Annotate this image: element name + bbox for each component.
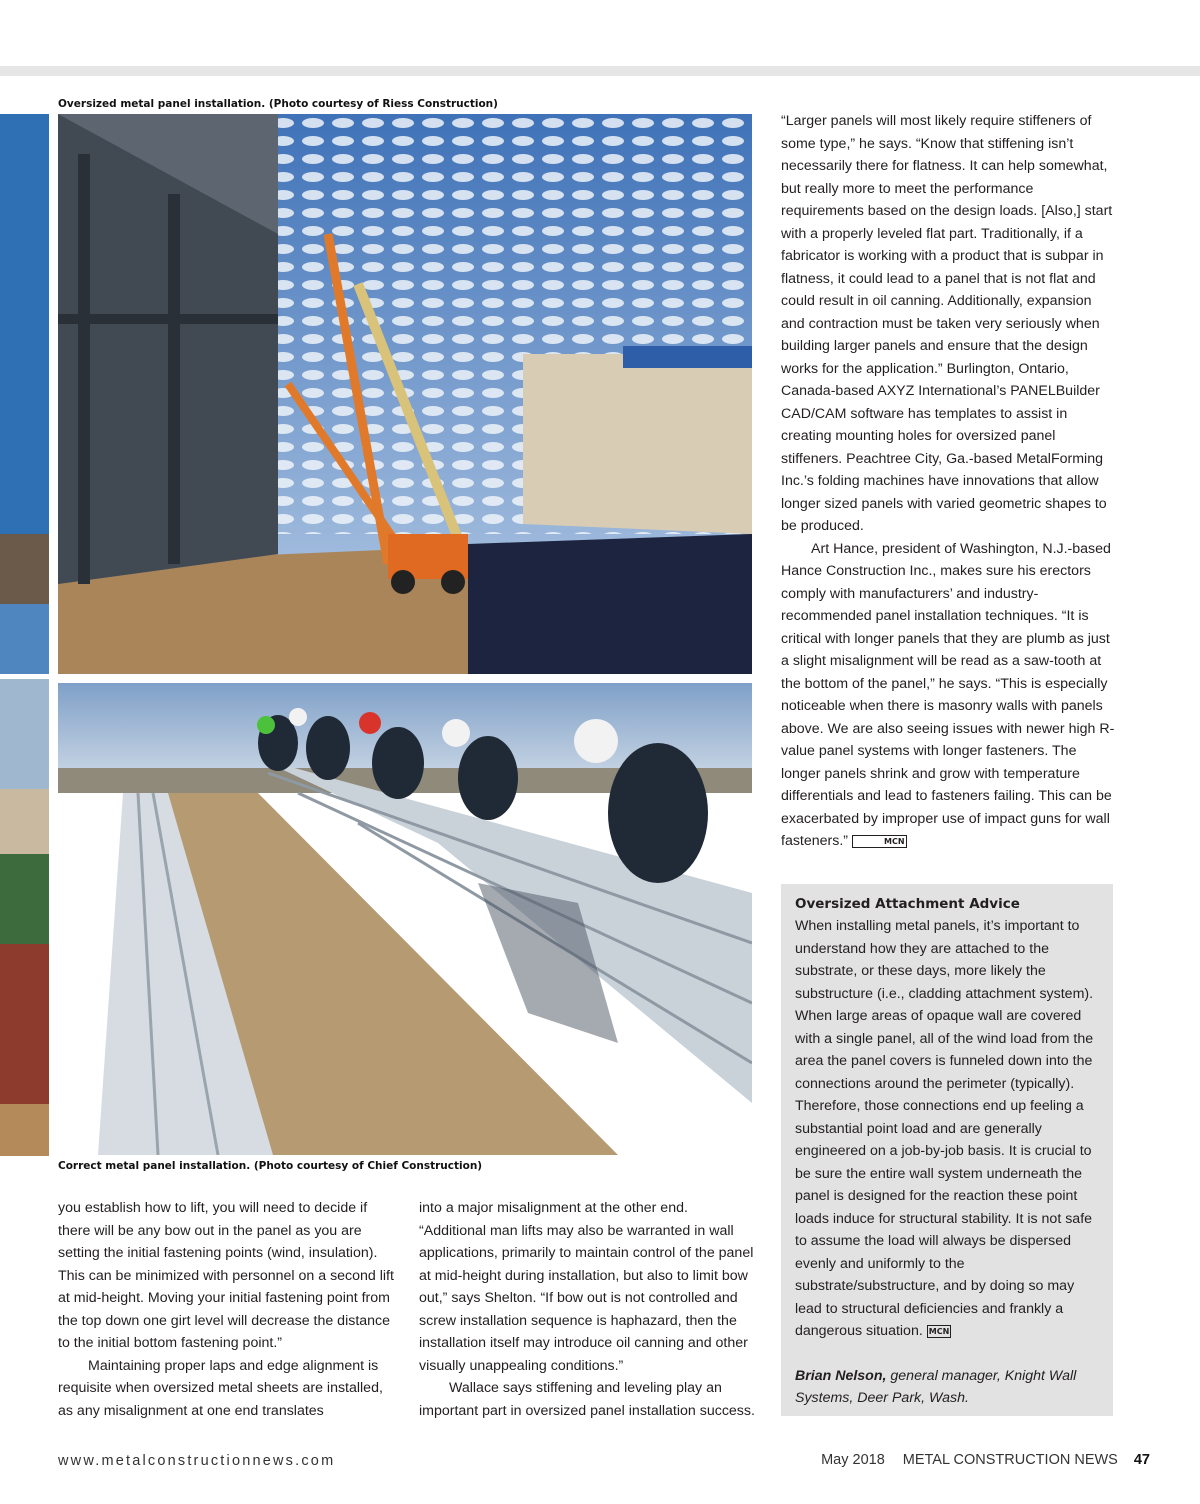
footer-website-url: www.metalconstructionnews.com — [58, 1453, 336, 1469]
top-rule — [0, 66, 1200, 76]
photo-oversized-panel-installation — [58, 114, 752, 674]
sidebar-author — [795, 1365, 1101, 1410]
sidebar-box — [781, 884, 1113, 1416]
right-column-paragraph-2 — [781, 538, 1115, 853]
middle-column-paragraph-2: Wallace says stiffening and leveling play an important part in oversized panel installation success. — [419, 1380, 755, 1419]
right-column-paragraph-2-text: Art Hance, president of Washington, N.J.-based Hance Construction Inc., makes sure his erectors comply with manufacturers’ and industry-recommended panel installation techniques. “It is critical with longer panels that they are plumb as just a slight misalignment will be read as a saw-tooth at the bottom of the panel,” he says. “This is especially noticeable when there is masonry walls with panels above. We are also seeing issues with newer high R-value panel systems with longer fasteners. The longer panels shrink and grow with temperature differentials and lead to fasteners failing. This can be exacerbated by improper use of impact guns for wall fasteners.” — [781, 540, 1115, 849]
sidebar-content — [795, 893, 1101, 1410]
right-column-paragraph-1: “Larger panels will most likely require stiffeners of some type,” he says. “Know that stiffening isn’t necessarily there for flatness. It can help somewhat, but really more to meet the performance requirements based on the design loads. [Also,] start with a properly leveled flat part. Traditionally, if a fabricator is working with a product that is subpar in flatness, it could lead to a panel that is not flat and could result in oil canning. Additionally, expansion and contraction must be taken very seriously when building larger panels and ensure that the design works for the application.” Burlington, Ontario, Canada-based AXYZ International’s PANELBuilder CAD/CAM software has templates to assist in creating mounting holes for oversized panel stiffeners. Peachtree City, Ga.-based MetalForming Inc.’s folding machines have innovations that allow longer sized panels with varied geometric shapes to be produced. — [781, 113, 1113, 534]
middle-column-paragraph-1: into a major misalignment at the other end. “Additional man lifts may also be warranted in wall applications, primarily to maintain control of the panel at mid-height during installation, but also to limit bow out,” says Shelton. “If bow out is not controlled and screw installation sequence is haphazard, then the installation itself may introduce oil canning and other visually unappealing conditions.” — [419, 1200, 754, 1374]
footer-magazine-name: METAL CONSTRUCTION NEWS — [902, 1452, 1118, 1468]
sidebar-end-mark-icon: MCN — [928, 1327, 950, 1336]
right-column-text — [781, 110, 1115, 853]
sidebar-body-text: When installing metal panels, it’s important to understand how they are attached to the substrate, or these days, more likely the substructure (i.e., cladding attachment system). When large areas of opaque wall are covered with a single panel, all of the wind load from the area the panel covers is funneled down into the connections around the perimeter (typically). Therefore, those connections end up feeling a substantial point load and are generally engineered on a job-by-job basis. It is crucial to be sure the entire wall system underneath the panel is designed for the reaction these point loads induce for structural stability. It is not safe to assume the load will always be dispersed evenly and uniformly to the substrate/substructure, and by doing so may lead to structural deficiencies and frankly a dangerous situation. — [795, 918, 1094, 1339]
sidebar-author-name: Brian Nelson, — [795, 1367, 887, 1384]
end-mark-icon: MCN — [852, 835, 907, 848]
left-edge-photo — [0, 114, 49, 1156]
photo-caption-bottom: Correct metal panel installation. (Photo courtesy of Chief Construction) — [58, 1160, 483, 1172]
sidebar-author-title: general manager, Knight Wall Systems, Deer Park, Wash. — [795, 1367, 1077, 1406]
footer-date: May 2018 — [821, 1452, 885, 1468]
photo-caption-top: Oversized metal panel installation. (Photo courtesy of Riess Construction) — [58, 98, 498, 110]
sidebar-title: Oversized Attachment Advice — [795, 896, 1020, 912]
left-column-text — [58, 1197, 394, 1422]
footer-folio — [821, 1452, 1150, 1468]
sidebar-body — [795, 915, 1101, 1343]
left-column-paragraph-2: Maintaining proper laps and edge alignment is requisite when oversized metal sheets are installed, as any misalignment at one end translates — [58, 1357, 383, 1419]
left-column-paragraph-1: you establish how to lift, you will need to decide if there will be any bow out in the panel as you are setting the initial fastening points (wind, insulation). This can be minimized with personnel on a second lift at mid-height. Moving your initial fastening point from the top down one girt level will decrease the distance to the initial bottom fastening point.” — [58, 1200, 394, 1351]
middle-column-text — [419, 1197, 755, 1422]
photo-correct-panel-installation — [58, 683, 752, 1155]
page-number: 47 — [1133, 1452, 1150, 1468]
